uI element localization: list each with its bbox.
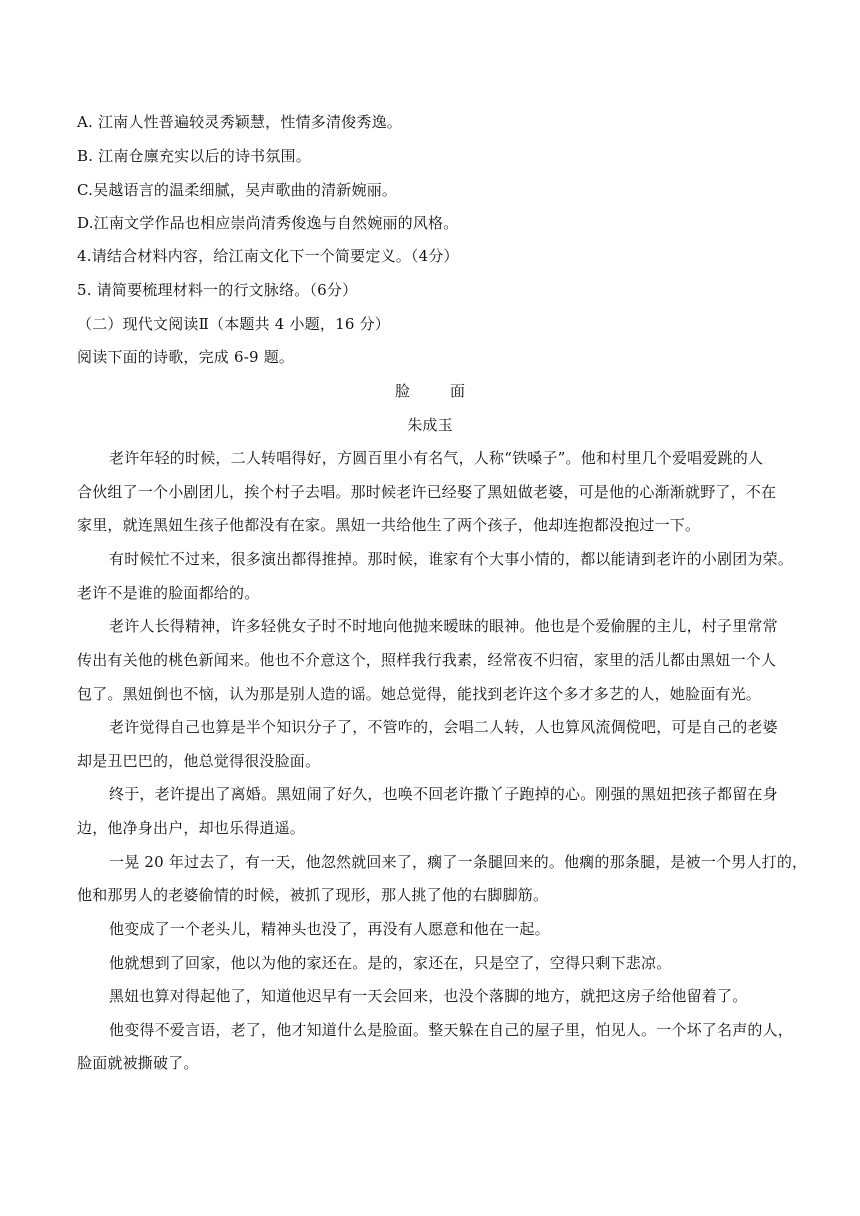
option-b: B. 江南仓廪充实以后的诗书氛围。 — [77, 147, 311, 165]
story-line: 他就想到了回家，他以为他的家还在。是的，家还在，只是空了，空得只剩下悲凉。 — [109, 954, 672, 972]
story-line: 终于，老许提出了离婚。黑妞闹了好久，也唤不回老许撒丫子跑掉的心。刚强的黑妞把孩子都留在身 — [109, 785, 778, 803]
story-line: 老许不是谁的脸面都给的。 — [77, 584, 260, 602]
story-line: 有时候忙不过来，很多演出都得推掉。那时候，谁家有个大事小情的，都以能请到老许的小剧团为荣。 — [109, 550, 794, 568]
option-d: D.江南文学作品也相应崇尚清秀俊逸与自然婉丽的风格。 — [77, 214, 459, 232]
story-line: 他和那男人的老婆偷情的时候，被抓了现形，那人挑了他的右脚脚筋。 — [77, 886, 549, 904]
story-line: 脸面就被撕破了。 — [77, 1054, 199, 1072]
question-5: 5. 请简要梳理材料一的行文脉络。（6分） — [77, 281, 358, 299]
story-title — [0, 381, 860, 401]
story-line: 黑妞也算对得起他了，知道他迟早有一天会回来，也没个落脚的地方，就把这房子给他留着了。 — [109, 987, 748, 1005]
story-line: 包了。黑妞倒也不恼，认为那是别人造的谣。她总觉得，能找到老许这个多才多艺的人，她脸面有光。 — [77, 685, 762, 703]
story-line: 一晃 20 年过去了，有一天，他忽然就回来了，瘸了一条腿回来的。他瘸的那条腿，是被一个男人打的， — [109, 853, 808, 871]
question-4: 4.请结合材料内容，给江南文化下一个简要定义。（4分） — [77, 247, 459, 265]
option-c: C.吴越语言的温柔细腻，吴声歌曲的清新婉丽。 — [77, 181, 398, 199]
story-line: 老许觉得自己也算是半个知识分子了，不管咋的，会唱二人转，人也算风流倜傥吧，可是自己的老婆 — [109, 718, 778, 736]
story-title-part1: 脸 — [394, 382, 410, 400]
story-line: 老许人长得精神，许多轻佻女子时不时地向他抛来暧昧的眼神。他也是个爱偷腥的主儿，村子里常常 — [109, 617, 778, 635]
reading-instruction: 阅读下面的诗歌，完成 6-9 题。 — [77, 348, 295, 366]
story-line: 他变得不爱言语，老了，他才知道什么是脸面。整天躲在自己的屋子里，怕见人。一个坏了名声的人， — [109, 1021, 794, 1039]
story-line: 老许年轻的时候，二人转唱得好，方圆百里小有名气，人称“铁嗓子”。他和村里几个爱唱爱跳的人 — [109, 449, 764, 467]
story-line: 却是丑巴巴的，他总觉得很没脸面。 — [77, 752, 321, 770]
story-line: 传出有关他的桃色新闻来。他也不介意这个，照样我行我素，经常夜不归宿，家里的活儿都由黑妞一个人 — [77, 651, 777, 669]
story-line: 他变成了一个老头儿，精神头也没了，再没有人愿意和他在一起。 — [109, 920, 550, 938]
story-author: 朱成玉 — [407, 416, 453, 434]
story-line: 家里，就连黑妞生孩子他都没有在家。黑妞一共给他生了两个孩子，他却连抱都没抱过一下。 — [77, 516, 701, 534]
option-a: A. 江南人性普遍较灵秀颖慧，性情多清俊秀逸。 — [77, 113, 402, 131]
story-line: 合伙组了一个小剧团儿，挨个村子去唱。那时候老许已经娶了黑妞做老婆，可是他的心渐渐就野了，不在 — [77, 483, 777, 501]
story-title-part2: 面 — [450, 382, 466, 400]
story-line: 边，他净身出户，却也乐得逍遥。 — [77, 819, 306, 837]
section-heading: （二）现代文阅读Ⅱ（本题共 4 小题，16 分） — [77, 315, 390, 333]
